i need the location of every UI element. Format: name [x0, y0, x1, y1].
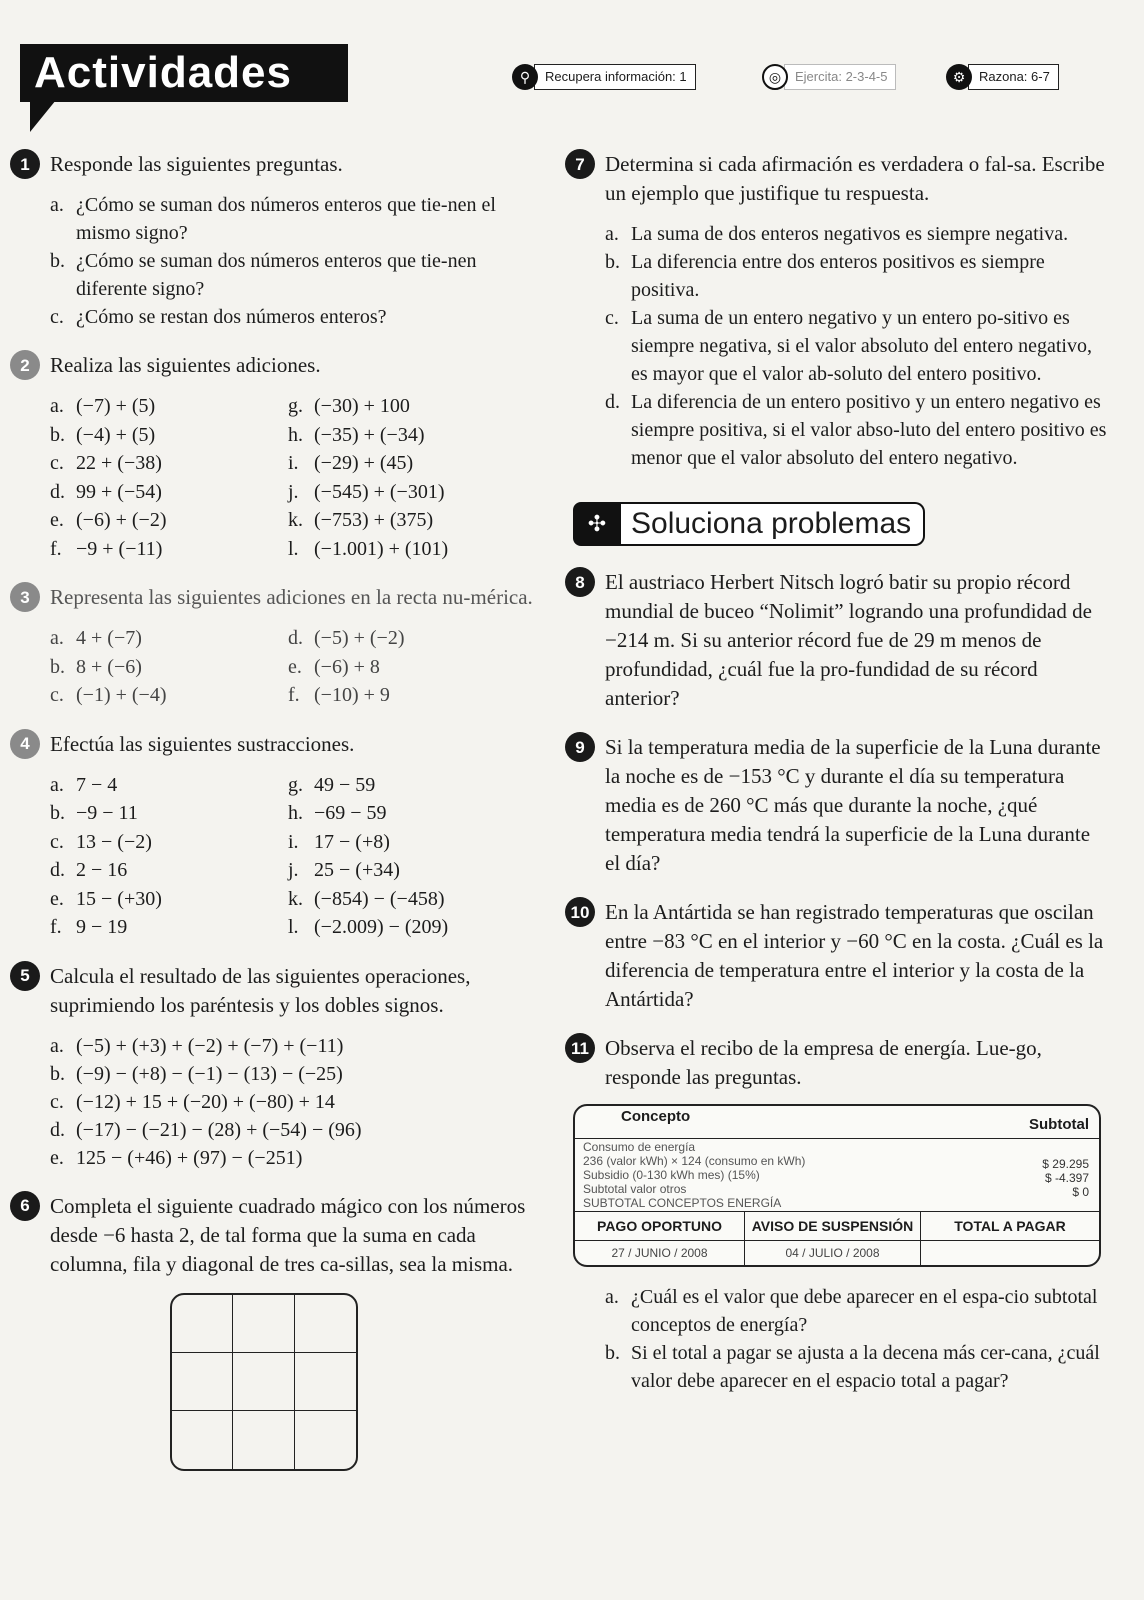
list-item: d. (−17) − (−21) − (28) + (−54) − (96): [50, 1118, 362, 1141]
list-item: a. ¿Cómo se suman dos números enteros que tie-nen el mismo signo?: [50, 194, 496, 244]
list-item: b. (−9) − (+8) − (−1) − (13) − (−25): [50, 1062, 343, 1085]
question-text: Completa el siguiente cuadrado mágico con los números desde −6 hasta 2, de tal forma que la suma en cada columna, fila y diagonal de tres ca-sillas, sea la misma.: [50, 1193, 526, 1276]
question-11: [565, 1034, 1110, 1092]
target-icon: ◎: [762, 64, 788, 90]
list-item: h. (−35) + (−34): [288, 423, 425, 446]
section-title: Soluciona problemas: [621, 502, 925, 546]
tag-ejercita: [762, 64, 896, 90]
question-number: 3: [10, 582, 40, 612]
list-item: i. 17 − (+8): [288, 830, 390, 853]
q1-list: [50, 191, 540, 331]
q7-list: [605, 220, 1110, 472]
list-item: c. 22 + (−38): [50, 452, 162, 474]
list-item: c. La suma de un entero negativo y un entero po-sitivo es siempre negativa, si el valor absoluto del entero negativo, es mayor que el valor ab-soluto del entero positivo.: [605, 307, 1092, 385]
question-text: Representa las siguientes adiciones en la recta nu-mérica.: [50, 585, 533, 609]
list-item: l. (−1.001) + (101): [288, 537, 449, 560]
receipt-line: Subsidio (0-130 kWh mes) (15%): [583, 1168, 760, 1182]
list-item: b. (−4) + (5): [50, 423, 156, 446]
magic-cell[interactable]: [233, 1353, 294, 1411]
receipt-header: [575, 1106, 1099, 1139]
list-item: c. (−12) + 15 + (−20) + (−80) + 14: [50, 1090, 335, 1113]
question-number: 2: [10, 350, 40, 380]
receipt-value: $ 0: [1072, 1185, 1089, 1199]
question-text: En la Antártida se han registrado temperaturas que oscilan entre −83 °C en el interior y −60 °C en la costa. ¿Cuál es la diferencia de temperatura entre el interior y la costa de la Antártida?: [605, 900, 1104, 1011]
magic-cell[interactable]: [172, 1295, 233, 1353]
magic-cell[interactable]: [233, 1411, 294, 1469]
list-item: k. (−753) + (375): [288, 509, 434, 531]
receipt-values: [999, 1139, 1099, 1211]
list-item: e. (−6) + (−2): [50, 509, 167, 531]
list-item: k. (−854) − (−458): [288, 887, 445, 910]
question-number: 7: [565, 149, 595, 179]
banner-tail: [30, 100, 56, 132]
receipt-line: Subtotal valor otros: [583, 1182, 687, 1196]
question-number: 10: [565, 897, 595, 927]
question-1: [10, 150, 540, 179]
question-text: Responde las siguientes preguntas.: [50, 152, 343, 176]
magic-cell[interactable]: [295, 1353, 356, 1411]
question-text: Si la temperatura media de la superficie de la Luna durante la noche es de −153 °C y durante el día su temperatura media es de 260 °C más que durante la noche, ¿qué temperatura media tendrá la superficie de la Luna durante el día?: [605, 735, 1101, 875]
magic-cell[interactable]: [295, 1411, 356, 1469]
magic-cell[interactable]: [172, 1353, 233, 1411]
list-item: g. 49 − 59: [288, 773, 376, 796]
question-8: [565, 568, 1110, 713]
tag-label: Recupera información: 1: [534, 64, 696, 90]
receipt-line: Consumo de energía: [583, 1140, 696, 1154]
q4-grid: [50, 771, 540, 942]
magic-square-grid[interactable]: [170, 1293, 358, 1471]
question-number: 9: [565, 732, 595, 762]
list-item: d. 99 + (−54): [50, 480, 162, 503]
question-4: [10, 730, 540, 759]
list-item: b. ¿Cómo se suman dos números enteros que tie-nen diferente signo?: [50, 250, 477, 300]
list-item: a. ¿Cuál es el valor que debe aparecer en el espa-cio subtotal conceptos de energía?: [605, 1286, 1098, 1336]
right-column: [565, 150, 1110, 1395]
question-text: Determina si cada afirmación es verdadera o fal-sa. Escribe un ejemplo que justifique tu respuesta.: [605, 152, 1105, 205]
question-text: Efectúa las siguientes sustracciones.: [50, 731, 355, 756]
list-item: j. 25 − (+34): [288, 859, 400, 881]
magic-cell[interactable]: [233, 1295, 294, 1353]
footer-label: TOTAL A PAGAR: [954, 1218, 1066, 1234]
receipt-value: $ 29.295: [1042, 1157, 1089, 1171]
list-item: c. ¿Cómo se restan dos números enteros?: [50, 306, 387, 328]
question-text: El austriaco Herbert Nitsch logró batir su propio récord mundial de buceo “Nolimit” logrando una profundidad de −214 m. Si su anterior récord fue de 29 m menos de profundidad, ¿cuál fue la pro-fundidad de su récord anterior?: [605, 570, 1092, 710]
receipt-lines: [575, 1139, 999, 1211]
list-item: f. (−10) + 9: [288, 684, 390, 706]
question-number: 8: [565, 567, 595, 597]
tag-recupera: [512, 64, 696, 90]
list-item: a. (−7) + (5): [50, 395, 156, 417]
list-item: e. 125 − (+46) + (97) − (−251): [50, 1146, 303, 1169]
magnifier-icon: ⚲: [512, 64, 538, 90]
list-item: f. 9 − 19: [50, 916, 128, 938]
list-item: e. (−6) + 8: [288, 655, 380, 678]
receipt-line: 236 (valor kWh) × 124 (consumo en kWh): [583, 1154, 806, 1168]
question-9: [565, 733, 1110, 878]
q2-grid: [50, 392, 540, 563]
total-to-pay-field[interactable]: [921, 1241, 1099, 1265]
list-item: l. (−2.009) − (209): [288, 916, 449, 938]
tag-label: Razona: 6-7: [968, 64, 1059, 90]
question-2: [10, 351, 540, 380]
question-10: [565, 898, 1110, 1014]
list-item: d. 2 − 16: [50, 859, 128, 881]
question-6: [10, 1192, 540, 1279]
footer-value: 27 / JUNIO / 2008: [575, 1241, 745, 1265]
list-item: j. (−545) + (−301): [288, 480, 445, 503]
question-3: [10, 583, 540, 612]
section-header: [573, 502, 1110, 546]
question-number: 5: [10, 961, 40, 991]
q11-list: [605, 1283, 1110, 1395]
receipt-value: $ -4.397: [1044, 1171, 1089, 1185]
list-item: c. (−1) + (−4): [50, 684, 167, 706]
q3-grid: [50, 624, 540, 710]
list-item: a. 4 + (−7): [50, 627, 142, 649]
receipt-body: [575, 1139, 1099, 1212]
energy-receipt: [573, 1104, 1101, 1267]
tag-razona: [946, 64, 1059, 90]
left-column: [10, 150, 540, 1471]
question-number: 1: [10, 149, 40, 179]
list-item: d. La diferencia de un entero positivo y un entero negativo es siempre positiva, si el valor abso-luto del entero positivo es menor que el valor absoluto del entero negativo.: [605, 391, 1107, 469]
list-item: a. La suma de dos enteros negativos es siempre negativa.: [605, 223, 1069, 245]
column-header: Subtotal: [1029, 1116, 1089, 1133]
tag-label: Ejercita: 2-3-4-5: [784, 64, 896, 90]
list-item: b. La diferencia entre dos enteros positivos es siempre positiva.: [605, 251, 1045, 301]
q5-list: [50, 1032, 540, 1172]
receipt-footer-values: [575, 1240, 1099, 1265]
question-7: [565, 150, 1110, 208]
question-text: Calcula el resultado de las siguientes operaciones, suprimiendo los paréntesis y los dobles signos.: [50, 963, 471, 1017]
question-number: 4: [10, 729, 40, 759]
question-5: [10, 962, 540, 1020]
list-item: b. Si el total a pagar se ajusta a la decena más cer-cana, ¿cuál valor debe aparecer en el espacio total a pagar?: [605, 1342, 1100, 1392]
receipt-line: SUBTOTAL CONCEPTOS ENERGÍA: [583, 1196, 782, 1210]
footer-label: AVISO DE SUSPENSIÓN: [745, 1212, 921, 1240]
list-item: e. 15 − (+30): [50, 887, 162, 910]
question-number: 6: [10, 1191, 40, 1221]
list-item: b. −9 − 11: [50, 802, 138, 824]
magic-cell[interactable]: [295, 1295, 356, 1353]
list-item: b. 8 + (−6): [50, 655, 142, 678]
list-item: a. (−5) + (+3) + (−2) + (−7) + (−11): [50, 1034, 344, 1057]
footer-value: 04 / JULIO / 2008: [745, 1241, 921, 1265]
column-header: Concepto: [621, 1108, 691, 1125]
receipt-footer-labels: [575, 1212, 1099, 1240]
list-item: d. (−5) + (−2): [288, 627, 405, 649]
network-icon: ✣: [573, 502, 621, 546]
question-text: Realiza las siguientes adiciones.: [50, 353, 321, 377]
gear-icon: ⚙: [946, 64, 972, 90]
magic-cell[interactable]: [172, 1411, 233, 1469]
question-text: Observa el recibo de la empresa de energía. Lue-go, responde las preguntas.: [605, 1036, 1042, 1089]
question-number: 11: [565, 1033, 595, 1063]
list-item: h. −69 − 59: [288, 802, 387, 824]
footer-label: PAGO OPORTUNO: [575, 1212, 745, 1240]
list-item: i. (−29) + (45): [288, 452, 414, 474]
page-title: Actividades: [20, 44, 348, 102]
list-item: a. 7 − 4: [50, 773, 118, 796]
list-item: g. (−30) + 100: [288, 395, 410, 417]
list-item: c. 13 − (−2): [50, 830, 152, 853]
list-item: f. −9 + (−11): [50, 537, 163, 560]
